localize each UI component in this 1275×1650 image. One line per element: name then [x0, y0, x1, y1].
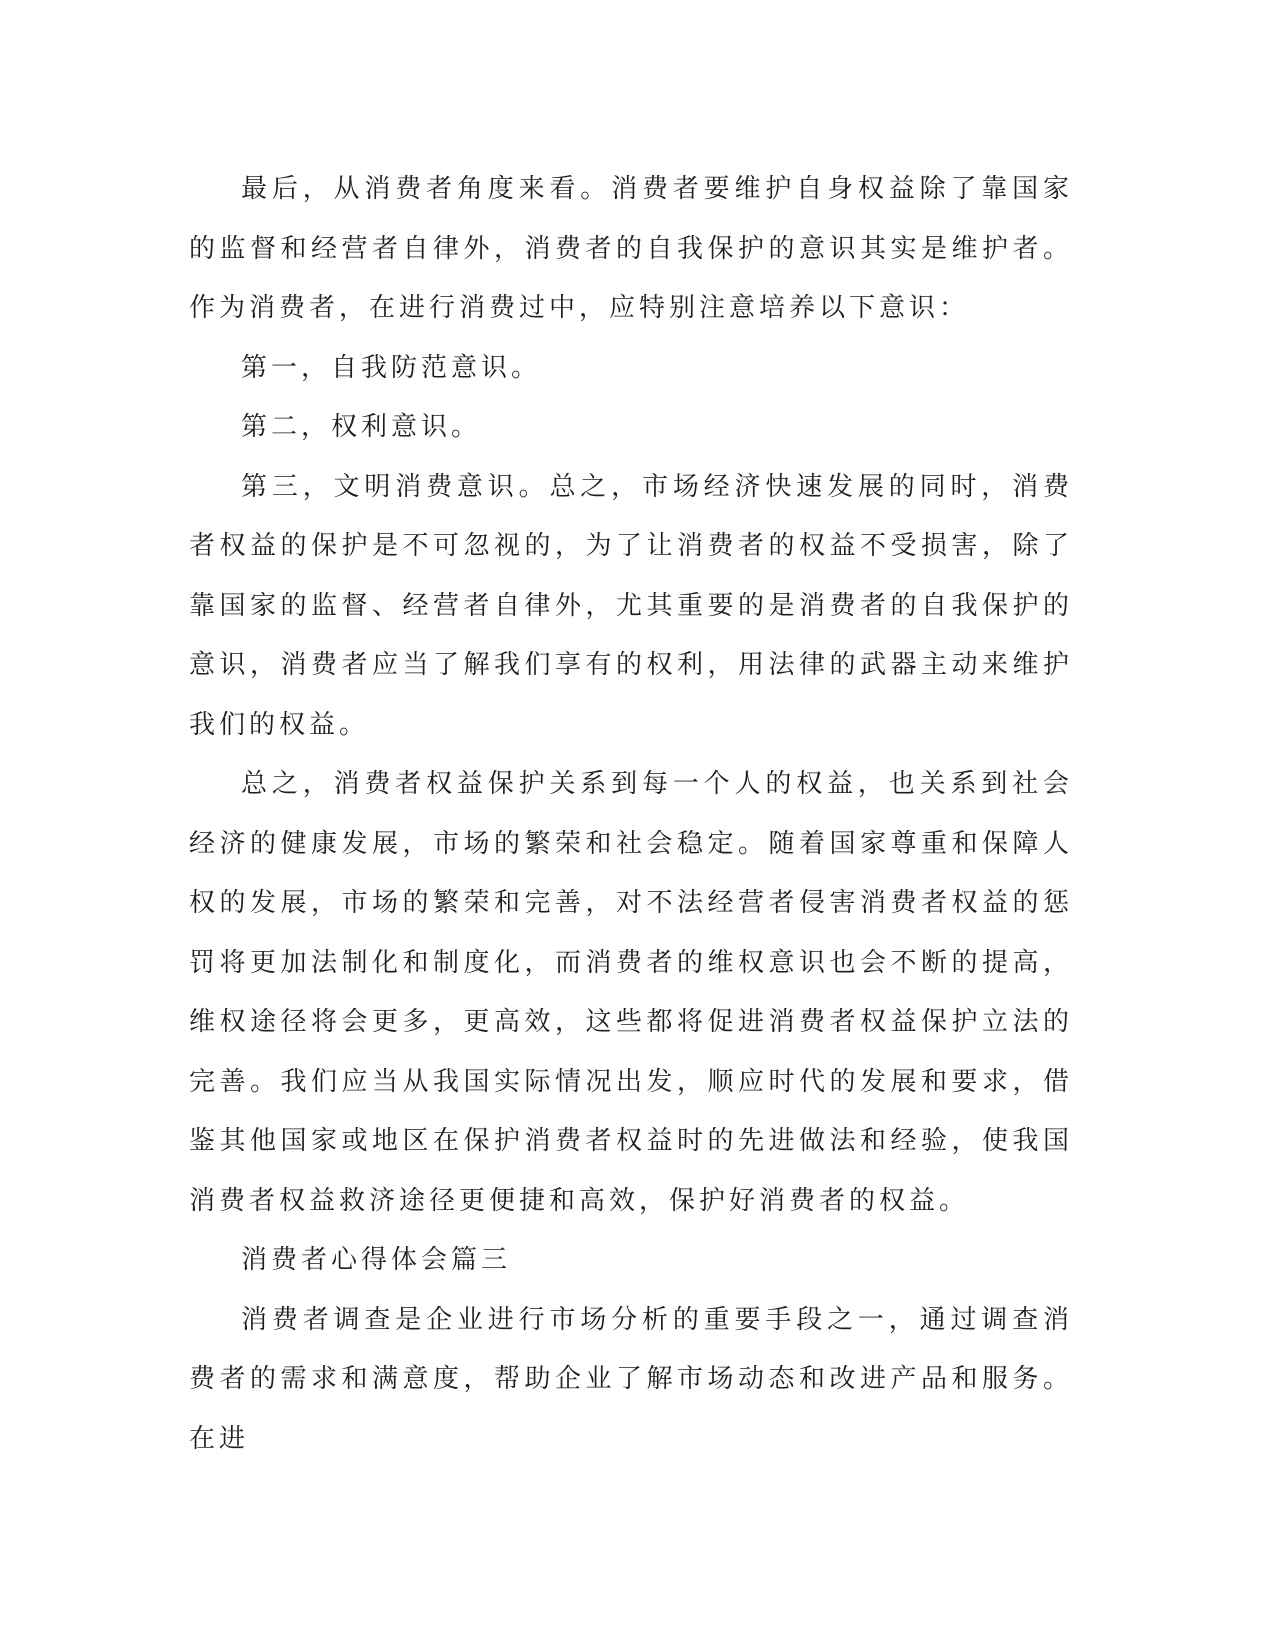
document-page [189, 160, 1073, 1469]
paragraph-conclusion: 总之，消费者权益保护关系到每一个人的权益，也关系到社会经济的健康发展，市场的繁荣和社会稳定。随着国家尊重和保障人权的发展，市场的繁荣和完善，对不法经营者侵害消费者权益的惩罚将更加法制化和制度化，而消费者的维权意识也会不断的提高，维权途径将会更多，更高效，这些都将促进消费者权益保护立法的完善。我们应当从我国实际情况出发，顺应时代的发展和要求，借鉴其他国家或地区在保护消费者权益时的先进做法和经验，使我国消费者权益救济途径更便捷和高效，保护好消费者的权益。 [189, 769, 1073, 1216]
paragraph-first-point: 第一，自我防范意识。 [241, 352, 542, 383]
paragraph-third-point: 第三，文明消费意识。总之，市场经济快速发展的同时，消费者权益的保护是不可忽视的，为了让消费者的权益不受损害，除了靠国家的监督、经营者自律外，尤其重要的是消费者的自我保护的意识，消费者应当了解我们享有的权利，用法律的武器主动来维护我们的权益。 [189, 471, 1073, 740]
paragraph-consumer-perspective: 最后，从消费者角度来看。消费者要维护自身权益除了靠国家的监督和经营者自律外，消费者的自我保护的意识其实是维护者。作为消费者，在进行消费过中，应特别注意培养以下意识： [189, 174, 1073, 323]
paragraph-second-point: 第二，权利意识。 [241, 412, 482, 442]
section-heading: 消费者心得体会篇三 [241, 1245, 512, 1275]
paragraph-survey-intro: 消费者调查是企业进行市场分析的重要手段之一，通过调查消费者的需求和满意度，帮助企业了解市场动态和改进产品和服务。在进 [189, 1304, 1073, 1454]
